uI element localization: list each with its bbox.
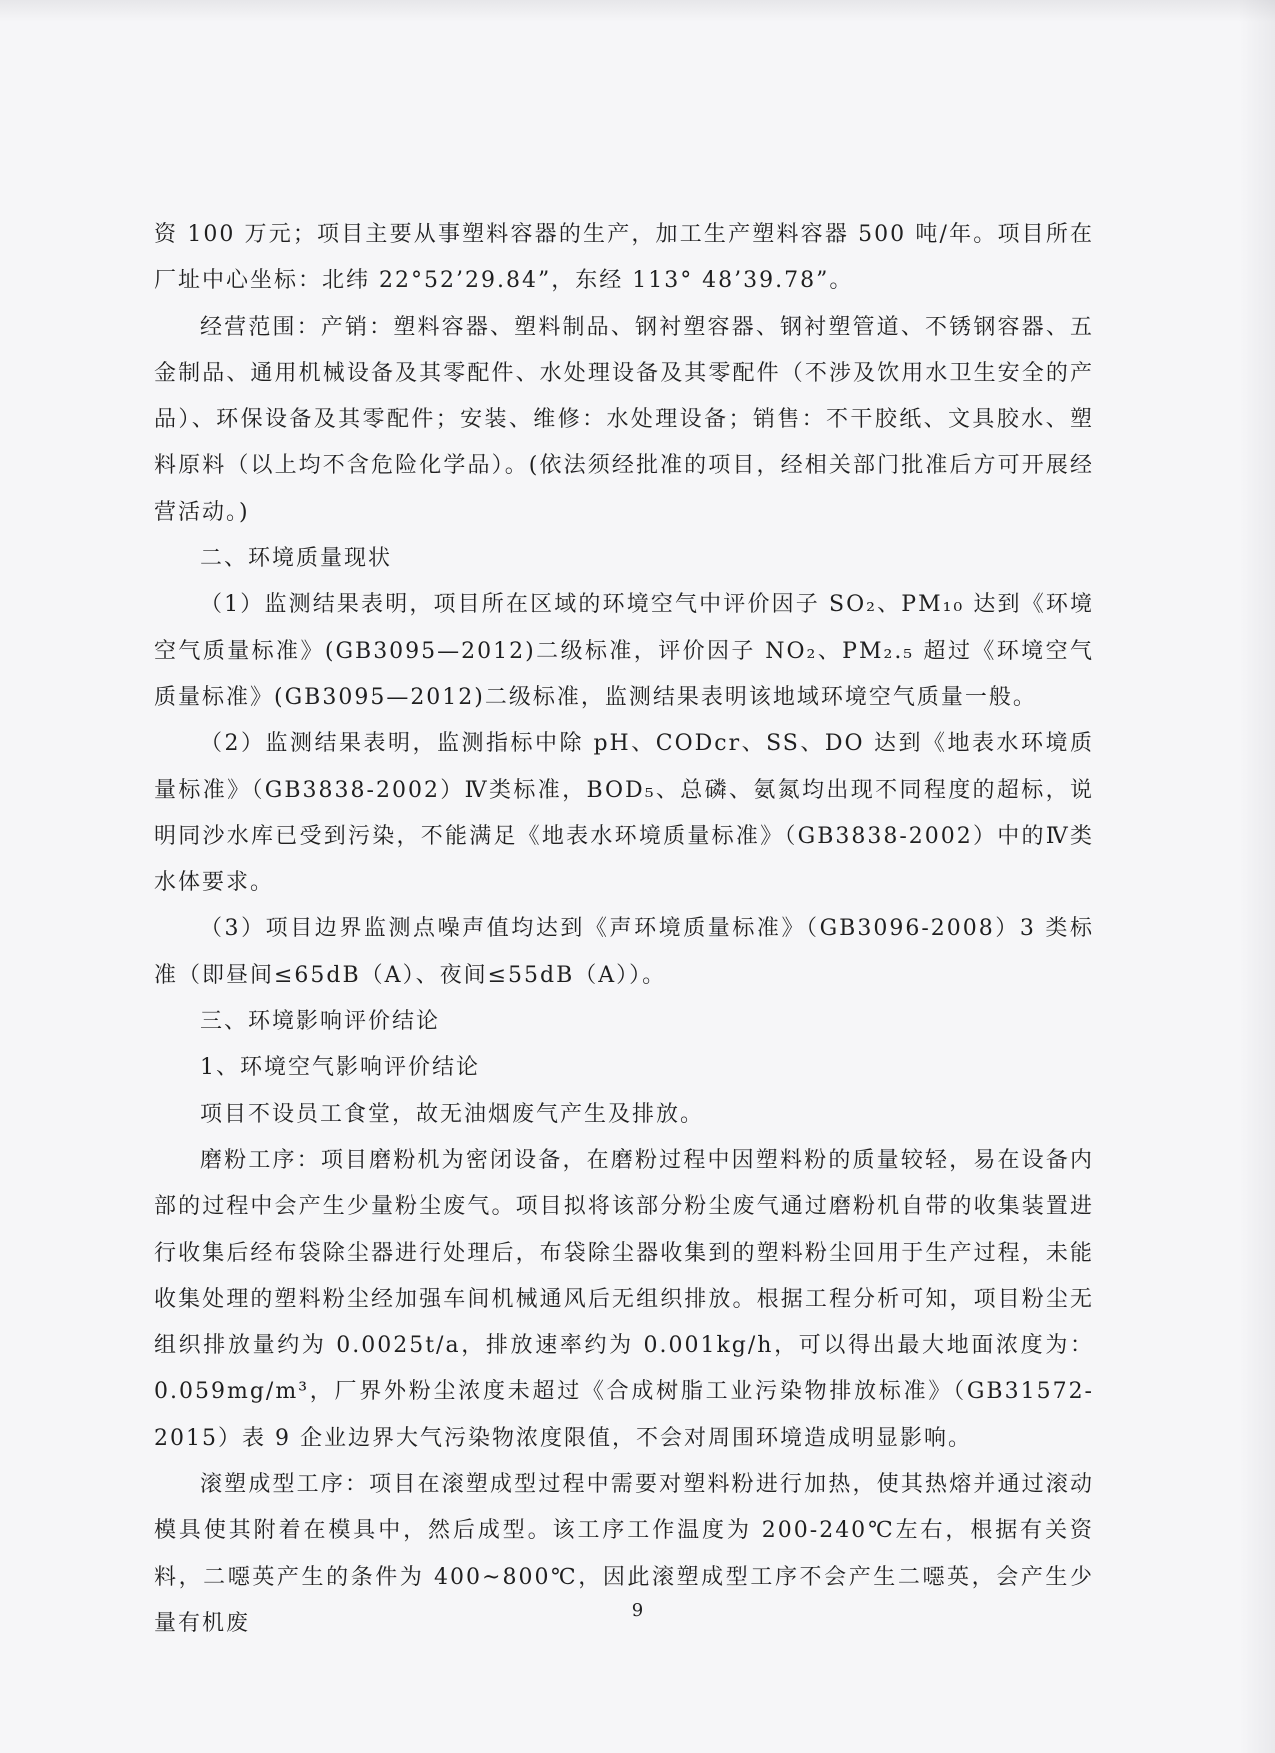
scan-top-shadow (0, 0, 1275, 22)
section-heading-impact-conclusion: 三、环境影响评价结论 (200, 1009, 441, 1035)
page-number: 9 (631, 1600, 644, 1621)
paragraph-investment: 资 100 万元；项目主要从事塑料容器的生产，加工生产塑料容器 500 吨/年。项目所在厂址中心坐标：北纬 22°52’29.84”，东经 113° 48’39.78”。 (154, 222, 1094, 294)
paragraph-noise: （3）项目边界监测点噪声值均达到《声环境质量标准》（GB3096-2008）3 类标准（即昼间≤65dB（A）、夜间≤55dB（A））。 (154, 916, 1094, 988)
document-body (154, 212, 1094, 1647)
paragraph-rotomolding-process: 滚塑成型工序：项目在滚塑成型过程中需要对塑料粉进行加热，使其热熔并通过滚动模具使其附着在模具中，然后成型。该工序工作温度为 200-240℃左右，根据有关资料，二噁英产生的条件为 400~800℃，因此滚塑成型工序不会产生二噁英，会产生少量有机废 (154, 1472, 1094, 1636)
paragraph-grinding-process: 磨粉工序：项目磨粉机为密闭设备，在磨粉过程中因塑料粉的质量较轻，易在设备内部的过程中会产生少量粉尘废气。项目拟将该部分粉尘废气通过磨粉机自带的收集装置进行收集后经布袋除尘器进行处理后，布袋除尘器收集到的塑料粉尘回用于生产过程，未能收集处理的塑料粉尘经加强车间机械通风后无组织排放。根据工程分析可知，项目粉尘无组织排放量约为 0.0025t/a，排放速率约为 0.001kg/h，可以得出最大地面浓度为：0.059mg/m³，厂界外粉尘浓度未超过《合成树脂工业污染物排放标准》（GB31572-2015）表 9 企业边界大气污染物浓度限值，不会对周围环境造成明显影响。 (154, 1147, 1094, 1451)
paragraph-surface-water: （2）监测结果表明，监测指标中除 pH、CODcr、SS、DO 达到《地表水环境质量标准》（GB3838-2002）Ⅳ类标准，BOD₅、总磷、氨氮均出现不同程度的超标，说明同沙水库已受到污染，不能满足《地表水环境质量标准》（GB3838-2002）中的Ⅳ类水体要求。 (154, 731, 1094, 896)
subsection-heading-air-impact: 1、环境空气影响评价结论 (200, 1055, 480, 1081)
section-heading-environment-status: 二、环境质量现状 (200, 546, 393, 572)
paragraph-no-canteen: 项目不设员工食堂，故无油烟废气产生及排放。 (200, 1101, 705, 1127)
paragraph-business-scope: 经营范围：产销：塑料容器、塑料制品、钢衬塑容器、钢衬塑管道、不锈钢容器、五金制品、通用机械设备及其零配件、水处理设备及其零配件（不涉及饮用水卫生安全的产品）、环保设备及其零配件；安装、维修：水处理设备；销售：不干胶纸、文具胶水、塑料原料（以上均不含危险化学品）。(依法须经批准的项目，经相关部门批准后方可开展经营活动。) (154, 314, 1094, 525)
paragraph-air-quality: （1）监测结果表明，项目所在区域的环境空气中评价因子 SO₂、PM₁₀ 达到《环境空气质量标准》(GB3095—2012)二级标准，评价因子 NO₂、PM₂.₅ 超过《环境空气质量标准》(GB3095—2012)二级标准，监测结果表明该地域环境空气质量一般。 (154, 592, 1094, 710)
scan-edge-shadow (1239, 0, 1275, 1753)
